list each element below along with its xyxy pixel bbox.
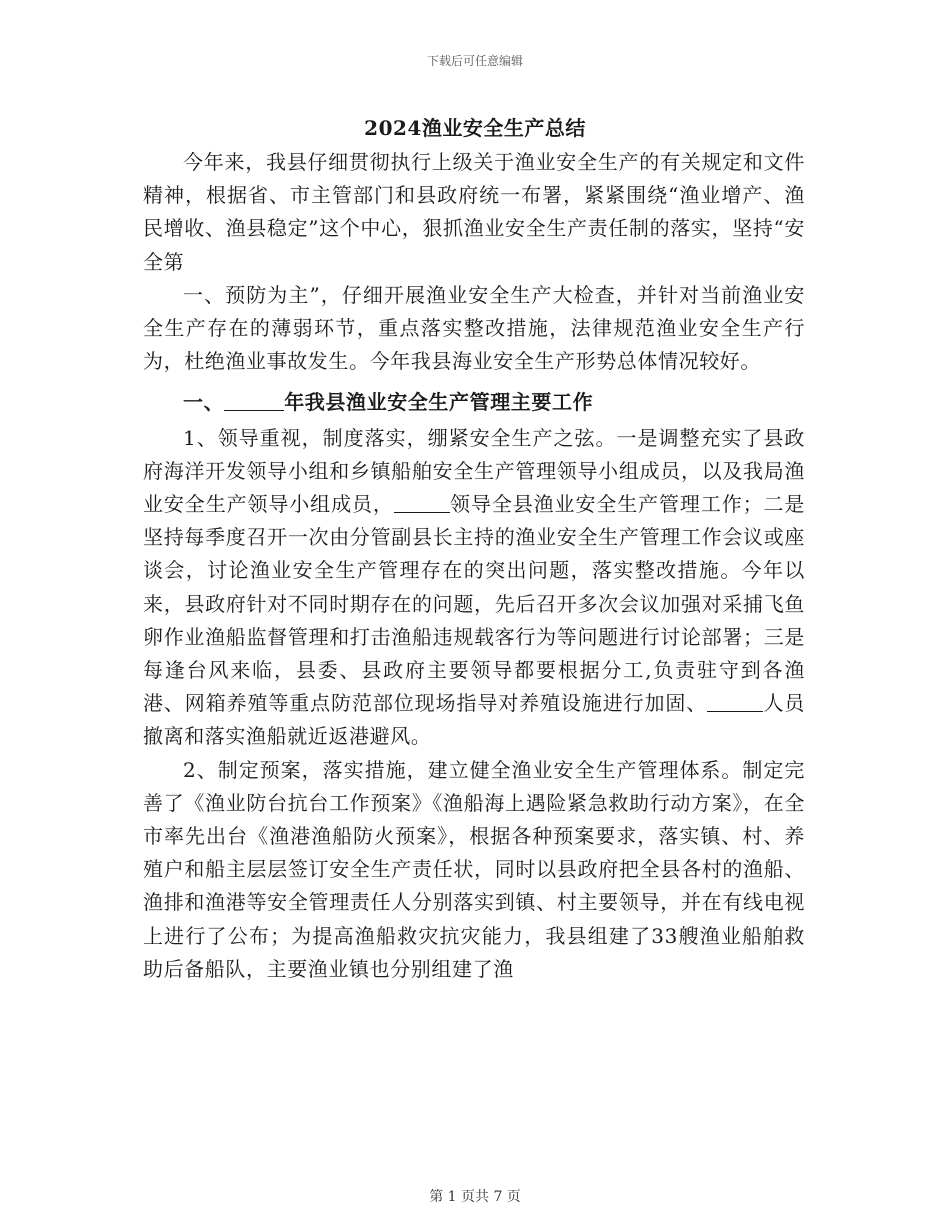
document-body <box>143 146 805 986</box>
section-heading-text: 年我县渔业安全生产管理主要工作 <box>284 390 594 415</box>
paragraph-2: 一、预防为主”，仔细开展渔业安全生产大检查，并针对当前渔业安全生产存在的薄弱环节，重点落实整改措施，法律规范渔业安全生产行为，杜绝渔业事故发生。今年我县海业安全生产形势总体情况较好。 <box>143 282 805 374</box>
header-note: 下载后可任意编辑 <box>426 54 523 68</box>
item-2-paragraph: 2、制定预案，落实措施，建立健全渔业安全生产管理体系。制定完善了《渔业防台抗台工作预案》《渔船海上遇险紧急救助行动方案》，在全市率先出台《渔港渔船防火预案》，根据各种预案要求，落实镇、村、养殖户和船主层层签订安全生产责任状，同时以县政府把全县各村的渔船、渔排和渔港等安全管理责任人分别落实到镇、村主要领导，并在有线电视上进行了公布；为提高渔船救灾抗灾能力，我县组建了33艘渔业船舶救助后备船队，主要渔业镇也分别组建了渔 <box>143 757 805 981</box>
intro-paragraph: 今年来，我县仔细贯彻执行上级关于渔业安全生产的有关规定和文件精神，根据省、市主管部门和县政府统一布署，紧紧围绕“渔业增产、渔民增收、渔县稳定”这个中心，狠抓渔业安全生产责任制的落实，坚持“安全第 <box>143 150 805 274</box>
item-1-text-a: 1、领导重视，制度落实，绷紧安全生产之弦。一是调整充实了县政府海洋开发领导小组和乡镇船舶安全生产管理领导小组成员，以及我局渔业安全生产领导小组成员， <box>143 425 805 517</box>
section-heading-1 <box>143 386 805 419</box>
section-heading-prefix: 一、 <box>183 390 225 415</box>
blank-underline <box>224 390 284 411</box>
blank-underline <box>394 492 450 513</box>
item-1-text-c: 人员撤离和落实渔船就近返港避风。 <box>143 691 805 749</box>
item-1-paragraph <box>143 422 805 754</box>
document-title: 2024渔业安全生产总结 <box>364 116 586 140</box>
page-number: 第 1 页共 7 页 <box>429 1189 521 1205</box>
item-1-text-b: 领导全县渔业安全生产管理工作；二是坚持每季度召开一次由分管副县长主持的渔业安全生产管理工作会议或座谈会，讨论渔业安全生产管理存在的突出问题，落实整改措施。今年以来，县政府针对不同时期存在的问题，先后召开多次会议加强对采捕飞鱼卵作业渔船监督管理和打击渔船违规载客行为等问题进行讨论部署；三是每逢台风来临，县委、县政府主要领导都要根据分工,负责驻守到各渔港、网箱养殖等重点防范部位现场指导对养殖设施进行加固、 <box>143 492 806 716</box>
blank-underline <box>707 691 763 712</box>
